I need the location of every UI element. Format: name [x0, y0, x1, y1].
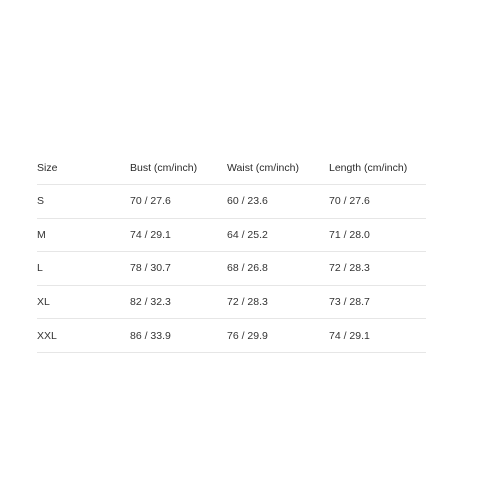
header-waist: Waist (cm/inch)	[227, 151, 329, 185]
table-body	[37, 185, 426, 353]
cell-length: 71 / 28.0	[329, 218, 426, 252]
size-table	[37, 151, 426, 353]
table-row	[37, 285, 426, 319]
cell-length: 73 / 28.7	[329, 285, 426, 319]
cell-waist: 64 / 25.2	[227, 218, 329, 252]
cell-bust: 82 / 32.3	[130, 285, 227, 319]
table-header	[37, 151, 426, 185]
cell-waist: 76 / 29.9	[227, 319, 329, 353]
cell-bust: 70 / 27.6	[130, 185, 227, 219]
cell-size: S	[37, 185, 130, 219]
cell-size: XXL	[37, 319, 130, 353]
table-row	[37, 319, 426, 353]
table-row	[37, 218, 426, 252]
cell-length: 70 / 27.6	[329, 185, 426, 219]
cell-size: M	[37, 218, 130, 252]
header-row	[37, 151, 426, 185]
cell-waist: 68 / 26.8	[227, 252, 329, 286]
cell-size: XL	[37, 285, 130, 319]
cell-waist: 72 / 28.3	[227, 285, 329, 319]
size-chart	[37, 151, 426, 353]
cell-bust: 74 / 29.1	[130, 218, 227, 252]
table-row	[37, 185, 426, 219]
header-bust: Bust (cm/inch)	[130, 151, 227, 185]
header-size: Size	[37, 151, 130, 185]
cell-size: L	[37, 252, 130, 286]
table-row	[37, 252, 426, 286]
cell-bust: 78 / 30.7	[130, 252, 227, 286]
cell-waist: 60 / 23.6	[227, 185, 329, 219]
cell-length: 74 / 29.1	[329, 319, 426, 353]
cell-length: 72 / 28.3	[329, 252, 426, 286]
header-length: Length (cm/inch)	[329, 151, 426, 185]
cell-bust: 86 / 33.9	[130, 319, 227, 353]
